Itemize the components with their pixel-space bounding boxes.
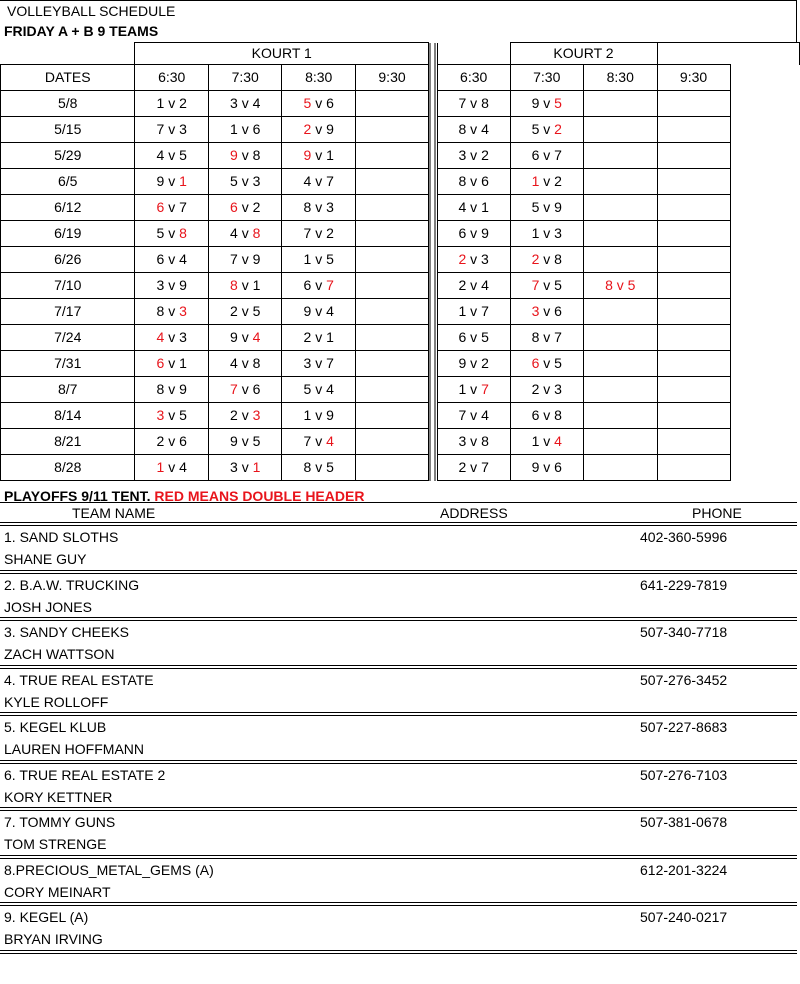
kourt-2-match [584,377,658,403]
double-header-mark: 8 [179,225,187,241]
kourt-1-match: 1 v 2 [135,91,209,117]
kourt-1-match: 7 v 2 [282,221,356,247]
team-entry [0,906,797,954]
kourt-2-match [657,299,730,325]
schedule-row [1,247,800,273]
double-header-mark: 5 [554,95,562,111]
team-captain: KYLE ROLLOFF [4,693,109,710]
kourt-2-match: 7 v 4 [437,403,510,429]
double-header-mark: 7 [326,277,334,293]
date-cell: 6/5 [1,169,135,195]
kourt-1-match: 9 v 4 [208,325,282,351]
kourt-2-match: 1 v 3 [510,221,584,247]
k1-time: 7:30 [208,65,282,91]
kourt-2-match [584,195,658,221]
kourt-1-match: 4 v 7 [282,169,356,195]
k2-time: 7:30 [510,65,584,91]
schedule-row [1,143,800,169]
team-entry [0,669,797,717]
kourt-1-match: 1 v 4 [135,455,209,481]
double-header-mark: 7 [481,381,489,397]
kourt-2-match: 6 v 5 [510,351,584,377]
schedule-table [0,42,800,481]
team-phone: 612-201-3224 [640,861,728,878]
team-phone: 507-381-0678 [640,814,728,830]
team-captain: LAUREN HOFFMANN [4,741,145,757]
kourt-1-match [355,247,428,273]
kourt-1-match: 2 v 1 [282,325,356,351]
kourt-1-match: 4 v 3 [135,325,209,351]
kourt-1-match: 4 v 5 [135,143,209,169]
kourt-2-match [584,91,658,117]
double-header-mark: 4 [156,329,165,345]
kourt-1-match: 5 v 6 [282,91,356,117]
kourt-2-match: 5 v 9 [510,195,584,221]
kourt-1-match: 9 v 1 [282,143,356,169]
header [0,0,797,42]
kourt-1-match [355,273,428,299]
kourt-1-match [355,403,428,429]
double-header-mark: 9 [303,147,312,163]
team-name: 6. TRUE REAL ESTATE 2 [4,766,166,783]
date-cell: 8/7 [1,377,135,403]
page-title: VOLLEYBALL SCHEDULE [7,3,176,19]
double-header-mark: 8 v 5 [605,277,636,293]
double-header-mark: 8 [252,225,261,241]
double-header-mark: 8 [230,277,238,293]
team-name: 5. KEGEL KLUB [4,719,107,735]
kourt-1-match: 7 v 4 [282,429,356,455]
date-cell: 7/10 [1,273,135,299]
kourt-2-match [657,169,730,195]
kourt-1-match: 9 v 5 [208,429,282,455]
kourt-2-match: 9 v 2 [437,351,510,377]
team-name: 3. SANDY CHEEKS [4,624,130,640]
team-phone: 641-229-7819 [640,576,728,593]
kourt-2-match: 7 v 5 [510,273,584,299]
k2-time: 9:30 [657,65,730,91]
kourt-1-match: 7 v 6 [208,377,282,403]
kourt-2-match [657,221,730,247]
team-phone: 507-340-7718 [640,624,728,640]
kourt-1-match: 3 v 7 [282,351,356,377]
kourt-1-match [355,429,428,455]
double-header-mark: 7 [531,277,540,293]
kourt-2-match: 9 v 6 [510,455,584,481]
kourt-2-match [657,273,730,299]
schedule-row [1,455,800,481]
kourt-1-match [355,299,428,325]
kourt-1-match: 1 v 9 [282,403,356,429]
phone-header: PHONE [692,505,742,521]
kourt-2-match: 6 v 7 [510,143,584,169]
team-phone: 507-240-0217 [640,909,728,925]
kourt-1-match: 6 v 7 [282,273,356,299]
kourt-2-match: 1 v 4 [510,429,584,455]
kourt-2-match [584,299,658,325]
kourt-2-match [657,429,730,455]
kourt-1-match: 7 v 3 [135,117,209,143]
kourt-2-label: KOURT 2 [510,43,657,65]
kourt-1-match [355,91,428,117]
schedule-row [1,169,800,195]
double-header-mark: 3 [252,407,261,423]
date-cell: 7/17 [1,299,135,325]
kourt-1-match: 3 v 4 [208,91,282,117]
team-entry [0,764,797,812]
kourt-1-match: 3 v 5 [135,403,209,429]
team-entry [0,574,797,622]
kourt-2-match [657,143,730,169]
kourt-1-match: 8 v 5 [282,455,356,481]
double-header-mark: 6 [156,355,165,371]
date-cell: 5/8 [1,91,135,117]
kourt-2-match: 7 v 8 [437,91,510,117]
team-entry [0,621,797,669]
kourt-2-match: 8 v 4 [437,117,510,143]
kourt-1-match [355,351,428,377]
team-phone: 507-276-3452 [640,671,728,688]
double-header-mark: 1 [252,459,261,475]
kourt-1-match: 9 v 1 [135,169,209,195]
team-captain: ZACH WATTSON [4,646,115,662]
team-name: 9. KEGEL (A) [4,909,89,925]
kourt-2-match [657,195,730,221]
kourt-1-match: 5 v 3 [208,169,282,195]
team-entry [0,811,797,859]
schedule-row [1,195,800,221]
team-captain: BRYAN IRVING [4,931,103,947]
team-name: 4. TRUE REAL ESTATE [4,671,154,688]
kourt-1-match [355,117,428,143]
schedule-row [1,117,800,143]
kourt-1-match: 1 v 5 [282,247,356,273]
date-cell: 5/29 [1,143,135,169]
kourt-1-match: 9 v 8 [208,143,282,169]
kourt-2-match [584,143,658,169]
kourt-2-match: 4 v 1 [437,195,510,221]
kourt-2-match [657,117,730,143]
kourt-1-match [355,455,428,481]
kourt-2-match [584,455,658,481]
k2-time: 6:30 [437,65,510,91]
team-captain: SHANE GUY [4,551,87,567]
kourt-2-match: 2 v 7 [437,455,510,481]
kourt-2-match: 8 v 6 [437,169,510,195]
kourt-1-match: 8 v 3 [282,195,356,221]
team-name: 7. TOMMY GUNS [4,814,116,830]
schedule-row [1,221,800,247]
kourt-2-match [657,247,730,273]
team-entry [0,859,797,907]
kourt-1-match: 2 v 6 [135,429,209,455]
kourt-2-match: 2 v 8 [510,247,584,273]
double-header-mark: 3 [531,303,540,319]
double-header-mark: 6 [531,355,540,371]
kourt-1-match: 6 v 2 [208,195,282,221]
kourt-1-match: 6 v 1 [135,351,209,377]
double-header-mark: 5 [303,95,312,111]
double-header-mark: 2 [531,251,540,267]
double-header-note: RED MEANS DOUBLE HEADER [150,488,365,504]
team-captain: JOSH JONES [4,598,92,615]
kourt-1-label: KOURT 1 [135,43,429,65]
kourt-2-match: 2 v 4 [437,273,510,299]
kourt-1-match: 2 v 9 [282,117,356,143]
time-header-row [1,65,800,91]
double-header-mark: 2 [458,251,467,267]
kourt-2-match [584,429,658,455]
double-header-mark: 4 [554,433,562,449]
kourt-1-match: 6 v 4 [135,247,209,273]
kourt-2-match: 3 v 6 [510,299,584,325]
team-captain: CORY MEINART [4,883,111,900]
double-header-mark: 4 [326,433,334,449]
double-header-mark: 3 [179,303,187,319]
kourt-1-match [355,195,428,221]
kourt-1-match: 4 v 8 [208,351,282,377]
team-entry [0,526,797,574]
schedule-row [1,403,800,429]
date-cell: 7/24 [1,325,135,351]
double-header-mark: 2 [554,121,562,137]
playoffs-text: PLAYOFFS 9/11 TENT. [4,488,151,504]
schedule-row [1,429,800,455]
address-header: ADDRESS [440,505,508,521]
kourt-2-match: 6 v 5 [437,325,510,351]
k2-time: 8:30 [584,65,658,91]
kourt-1-match: 6 v 7 [135,195,209,221]
kourt-1-match: 1 v 6 [208,117,282,143]
schedule-row [1,325,800,351]
k1-time: 6:30 [135,65,209,91]
date-cell: 5/15 [1,117,135,143]
kourt-1-match: 3 v 9 [135,273,209,299]
date-cell: 8/14 [1,403,135,429]
kourt-2-match: 1 v 7 [437,299,510,325]
date-cell: 6/26 [1,247,135,273]
kourt-2-match [584,117,658,143]
kourt-2-match [657,91,730,117]
kourt-1-match [355,221,428,247]
schedule-row [1,299,800,325]
double-header-mark: 4 [252,329,261,345]
kourt-2-match [584,325,658,351]
double-header-mark: 6 [156,199,165,215]
kourt-2-match [584,169,658,195]
kourt-2-match [584,247,658,273]
team-name: 8.PRECIOUS_METAL_GEMS (A) [4,861,214,878]
double-header-mark: 3 [156,407,165,423]
kourt-2-match: 2 v 3 [510,377,584,403]
kourt-1-match: 7 v 9 [208,247,282,273]
team-phone: 507-276-7103 [640,766,728,783]
team-entry [0,716,797,764]
team-name: 1. SAND SLOTHS [4,529,119,545]
kourt-1-match: 2 v 3 [208,403,282,429]
kourt-2-match: 9 v 5 [510,91,584,117]
kourt-2-match: 1 v 7 [437,377,510,403]
kourt-2-match: 3 v 8 [437,429,510,455]
page-subtitle: FRIDAY A + B 9 TEAMS [4,23,159,39]
roster-header [0,502,797,522]
team-captain: KORY KETTNER [4,788,113,805]
schedule-row [1,377,800,403]
kourt-2-match [657,351,730,377]
kourt-1-match [355,377,428,403]
date-cell: 6/12 [1,195,135,221]
double-header-mark: 6 [230,199,238,215]
kourt-header-row [1,43,800,65]
team-name-header: TEAM NAME [72,505,156,521]
double-header-mark: 2 [303,121,312,137]
kourt-2-match: 1 v 2 [510,169,584,195]
date-cell: 8/21 [1,429,135,455]
schedule-row [1,273,800,299]
kourt-2-match: 3 v 2 [437,143,510,169]
kourt-1-match [355,325,428,351]
kourt-2-match [657,325,730,351]
kourt-1-match: 5 v 4 [282,377,356,403]
kourt-2-match: 8 v 7 [510,325,584,351]
schedule-row [1,351,800,377]
team-captain: TOM STRENGE [4,836,107,852]
kourt-1-match: 2 v 5 [208,299,282,325]
double-header-mark: 7 [230,381,238,397]
kourt-2-match: 6 v 8 [510,403,584,429]
kourt-2-match [657,403,730,429]
kourt-2-match [584,273,658,299]
double-header-mark: 1 [179,173,187,189]
kourt-1-match: 9 v 4 [282,299,356,325]
kourt-1-match [355,169,428,195]
schedule-row [1,91,800,117]
team-phone: 507-227-8683 [640,719,728,735]
date-cell: 7/31 [1,351,135,377]
kourt-1-match: 3 v 1 [208,455,282,481]
k1-time: 9:30 [355,65,428,91]
kourt-2-match: 5 v 2 [510,117,584,143]
kourt-2-match [657,455,730,481]
kourt-2-match [584,403,658,429]
kourt-1-match: 5 v 8 [135,221,209,247]
kourt-1-match: 8 v 9 [135,377,209,403]
kourt-1-match: 4 v 8 [208,221,282,247]
date-cell: 6/19 [1,221,135,247]
kourt-1-match: 8 v 3 [135,299,209,325]
dates-header: DATES [1,65,135,91]
kourt-2-match [584,351,658,377]
date-cell: 8/28 [1,455,135,481]
kourt-1-match: 8 v 1 [208,273,282,299]
team-phone: 402-360-5996 [640,529,728,545]
kourt-2-match: 2 v 3 [437,247,510,273]
double-header-mark: 1 [531,173,540,189]
double-header-mark: 1 [156,459,165,475]
kourt-2-match [584,221,658,247]
kourt-2-match: 6 v 9 [437,221,510,247]
team-name: 2. B.A.W. TRUCKING [4,576,140,593]
k1-time: 8:30 [282,65,356,91]
double-header-mark: 9 [230,147,238,163]
kourt-1-match [355,143,428,169]
kourt-2-match [657,377,730,403]
